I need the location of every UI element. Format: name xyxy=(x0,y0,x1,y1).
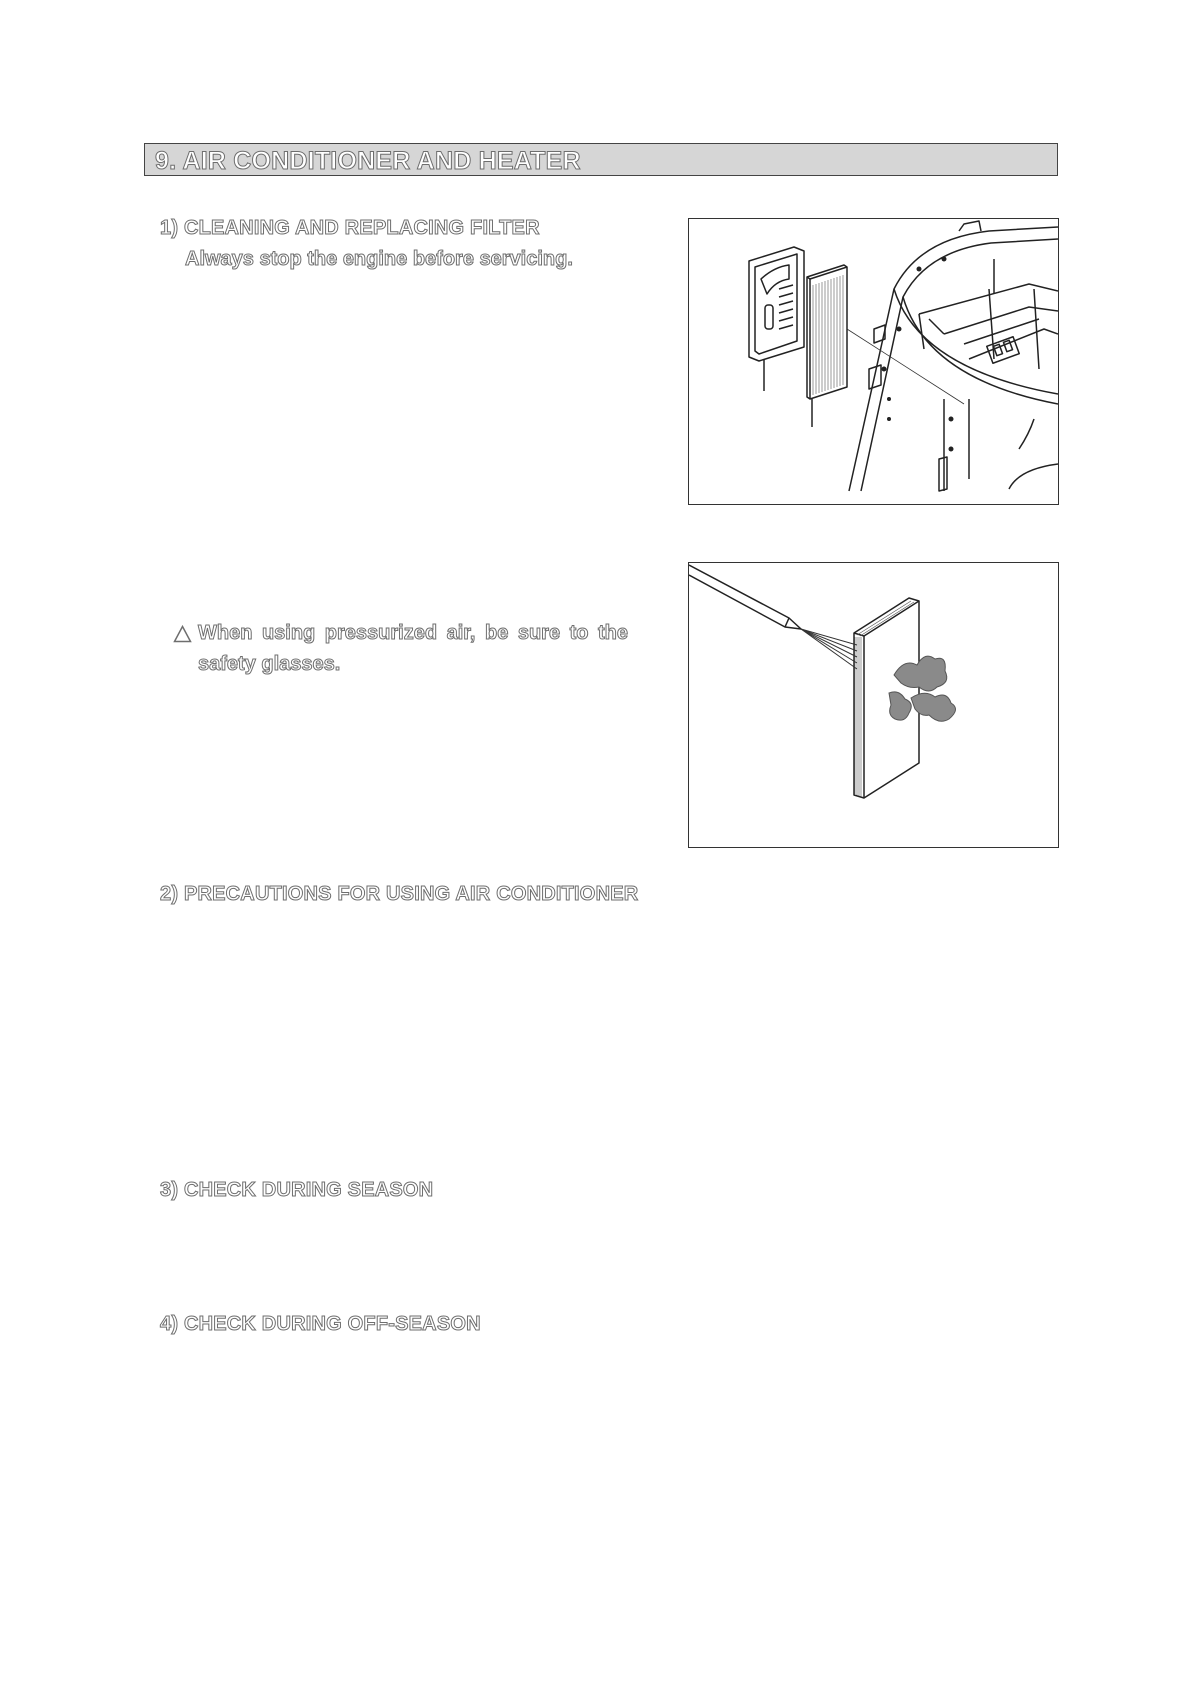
subsection-note-1: Always stop the engine before servicing. xyxy=(185,248,573,270)
warning-line-2: safety glasses. xyxy=(198,653,341,675)
section-title: 9. AIR CONDITIONER AND HEATER xyxy=(155,147,581,175)
section-header-bar xyxy=(144,143,1058,176)
filter-removal-drawing xyxy=(689,219,1058,504)
filter-air-cleaning-illustration xyxy=(688,562,1059,848)
warning-line-1: When using pressurized air, be sure to the xyxy=(198,622,628,644)
subsection-heading-2: 2) PRECAUTIONS FOR USING AIR CONDITIONER xyxy=(160,883,639,905)
air-nozzle-drawing xyxy=(689,563,1058,847)
subsection-heading-3: 3) CHECK DURING SEASON xyxy=(160,1179,434,1201)
warning-note xyxy=(173,618,628,680)
warning-triangle-icon xyxy=(173,625,192,643)
filter-removal-illustration xyxy=(688,218,1059,505)
subsection-heading-4: 4) CHECK DURING OFF-SEASON xyxy=(160,1313,481,1335)
subsection-heading-1: 1) CLEANING AND REPLACING FILTER xyxy=(160,217,540,239)
